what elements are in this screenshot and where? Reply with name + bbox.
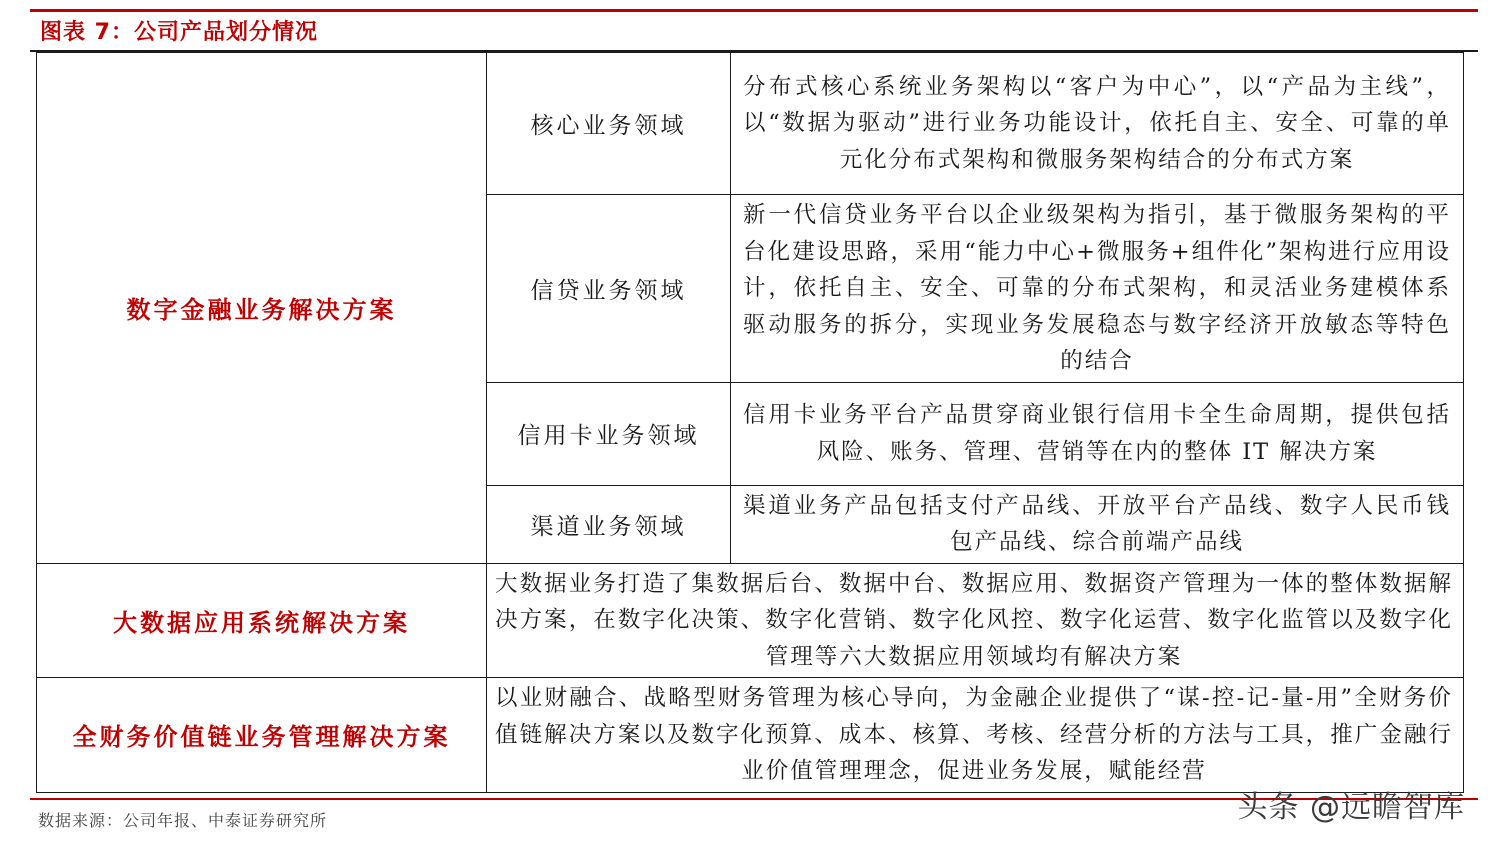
description-cell-finance-value-chain: 以业财融合、战略型财务管理为核心导向，为金融企业提供了“谋-控-记-量-用”全财务价值链解决方案以及数字化预算、成本、核算、考核、经营分析的方法与工具，推广金融行业价值管理理念，促进业务发展，赋能经营 (487, 678, 1464, 793)
domain-cell-core: 核心业务领域 (487, 53, 731, 195)
table-row (37, 53, 1464, 195)
figure-title: 图表 7：公司产品划分情况 (40, 20, 318, 45)
top-rule (30, 9, 1478, 12)
source-note: 数据来源：公司年报、中泰证券研究所 (38, 811, 328, 830)
description-cell-channel: 渠道业务产品包括支付产品线、开放平台产品线、数字人民币钱包产品线、综合前端产品线 (731, 485, 1464, 563)
table-row (37, 678, 1464, 793)
product-table (36, 52, 1464, 793)
domain-cell-credit: 信贷业务领域 (487, 195, 731, 383)
description-cell-credit: 新一代信贷业务平台以企业级架构为指引，基于微服务架构的平台化建设思路，采用“能力中心+微服务+组件化”架构进行应用设计，依托自主、安全、可靠的分布式架构，和灵活业务建模体系驱动服务的拆分，实现业务发展稳态与数字经济开放敏态等特色的结合 (731, 195, 1464, 383)
solution-cell-big-data: 大数据应用系统解决方案 (37, 563, 487, 678)
solution-cell-finance-value-chain: 全财务价值链业务管理解决方案 (37, 678, 487, 793)
description-cell-core: 分布式核心系统业务架构以“客户为中心”，以“产品为主线”，以“数据为驱动”进行业务功能设计，依托自主、安全、可靠的单元化分布式架构和微服务架构结合的分布式方案 (731, 53, 1464, 195)
table-row (37, 563, 1464, 678)
domain-cell-channel: 渠道业务领域 (487, 485, 731, 563)
solution-cell-digital-finance: 数字金融业务解决方案 (37, 53, 487, 564)
watermark: 头条 @远瞻智库 (1237, 790, 1465, 825)
description-cell-credit-card: 信用卡业务平台产品贯穿商业银行信用卡全生命周期，提供包括风险、账务、管理、营销等在内的整体 IT 解决方案 (731, 382, 1464, 485)
description-cell-big-data: 大数据业务打造了集数据后台、数据中台、数据应用、数据资产管理为一体的整体数据解决方案，在数字化决策、数字化营销、数字化风控、数字化运营、数字化监管以及数字化管理等六大数据应用领域均有解决方案 (487, 563, 1464, 678)
domain-cell-credit-card: 信用卡业务领域 (487, 382, 731, 485)
